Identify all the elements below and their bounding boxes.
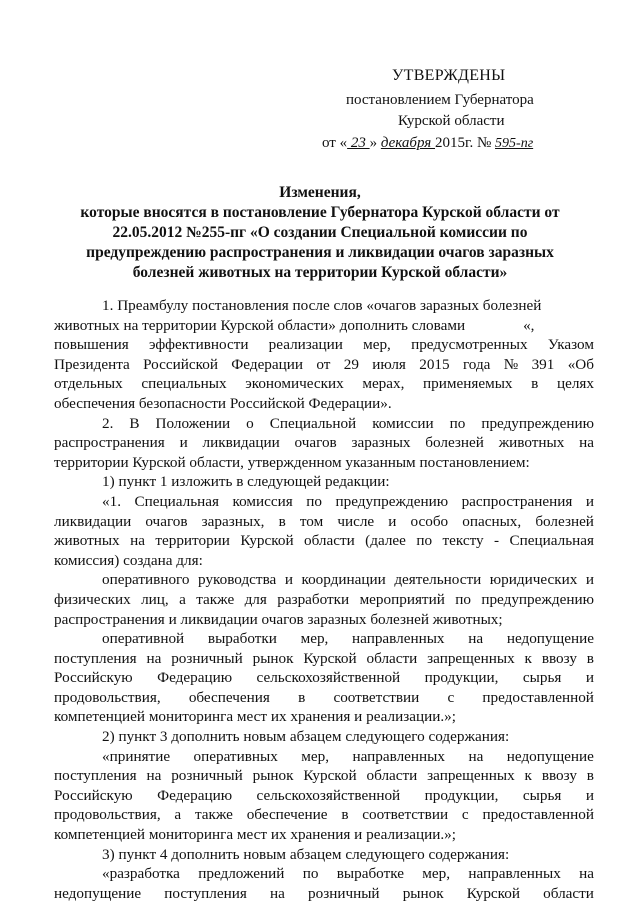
justified-line [54, 766, 594, 786]
justified-line [54, 688, 594, 708]
word: комиссии [372, 414, 434, 432]
word: повышения [54, 336, 129, 354]
word: области [366, 767, 418, 785]
word: сырья [522, 786, 562, 804]
word: рынок [402, 884, 444, 902]
word: разработки [277, 590, 350, 608]
approval-date-number [322, 133, 533, 154]
word: 29 [343, 355, 359, 373]
word: территории [155, 532, 230, 550]
word: предусмотренных [411, 336, 528, 354]
word: мер, [300, 630, 329, 648]
word: Российской [143, 355, 218, 373]
text-line: компетенцией мониторинга мест их хранения и реализации.»; [54, 708, 456, 726]
word: поступления [54, 767, 137, 785]
word: Указом [547, 336, 594, 354]
text-line: 3) пункт 4 дополнить новым абзацем следующего содержания: [102, 845, 510, 863]
word: сельскохозяйственной [256, 669, 401, 687]
word: также [194, 806, 233, 824]
word: Курской [240, 532, 294, 550]
word: направленных [352, 747, 445, 765]
word: а [179, 590, 186, 608]
word: мер, [301, 747, 330, 765]
approval-title: УТВЕРЖДЕНЫ [392, 67, 506, 84]
document-title [40, 183, 600, 283]
word: Федерацию [157, 669, 233, 687]
title-line: 22.05.2012 №255-пг «О создании Специальной комиссии по [112, 224, 528, 241]
word: числе [337, 512, 375, 530]
word: том [299, 512, 324, 530]
word: запрещенных [427, 767, 515, 785]
word: юридических [489, 571, 578, 589]
word: Федерацию [157, 786, 233, 804]
justified-line [54, 649, 594, 669]
word: а [174, 806, 182, 824]
word: координации [301, 571, 386, 589]
word: мерах, [362, 375, 405, 393]
word: Специальная [134, 492, 219, 510]
word: по [302, 865, 319, 883]
word: в [298, 688, 306, 706]
word: предупреждению [481, 414, 594, 432]
word: на [579, 434, 594, 452]
word: рынок [252, 767, 294, 785]
document-body [54, 296, 594, 903]
word: области [543, 884, 594, 902]
word: деятельности [394, 571, 482, 589]
word: недопущение [54, 884, 142, 902]
word: в [586, 649, 594, 667]
word: «разработка [102, 865, 180, 883]
word: «Об [567, 355, 594, 373]
word: распространения [461, 492, 573, 510]
text-line: комиссия) создана для: [54, 551, 203, 569]
word: очагов [294, 434, 337, 452]
word: предупреждению [335, 492, 449, 510]
word: (далее [365, 532, 406, 550]
justified-line [54, 433, 594, 453]
word: направленных [468, 865, 561, 883]
word: ликвидации [54, 512, 132, 530]
word: продовольствия, [54, 688, 161, 706]
word: В [129, 414, 140, 432]
word: ввозу [541, 767, 577, 785]
word: обеспечения [188, 688, 270, 706]
word: Курской [466, 884, 520, 902]
word: года [462, 355, 491, 373]
approval-authority: постановлением Губернатора [346, 92, 534, 108]
justified-line [54, 512, 594, 532]
word: запрещенных [427, 649, 515, 667]
word: и [284, 571, 293, 589]
word: продовольствия, [54, 806, 161, 824]
justified-line [54, 629, 594, 649]
word: также [196, 590, 235, 608]
word: заразных [351, 434, 411, 452]
word: недопущение [506, 630, 594, 648]
word: к [524, 649, 532, 667]
date-separator: » [369, 135, 381, 151]
word: предоставленной [482, 688, 594, 706]
word: на [468, 630, 484, 648]
word: соответствии [362, 806, 449, 824]
word: розничный [171, 649, 243, 667]
word: области [366, 649, 418, 667]
word: на [130, 532, 145, 550]
word: оперативной [102, 630, 185, 648]
word: опасных, [462, 512, 522, 530]
word: по [306, 492, 322, 510]
date-year: 2015г. № [435, 135, 496, 151]
word: в [531, 375, 539, 393]
word: выработки [207, 630, 277, 648]
word: выработке [336, 865, 404, 883]
word: болезней [425, 434, 484, 452]
word: с [447, 688, 455, 706]
word: и [585, 571, 594, 589]
word: и [388, 512, 397, 530]
justified-line [54, 492, 594, 512]
word: «1. [102, 492, 121, 510]
title-line: которые вносятся в постановление Губернатора Курской области от [80, 204, 560, 221]
title-line: предупреждению распространения и ликвидации очагов заразных [86, 244, 554, 261]
word: на [270, 884, 285, 902]
word: в [586, 767, 594, 785]
word: по [416, 532, 433, 550]
word: рынок [252, 649, 294, 667]
word: физических [54, 590, 131, 608]
text-line [54, 316, 594, 336]
word: оперативного [102, 571, 190, 589]
word: оперативных [193, 747, 278, 765]
word: розничный [308, 884, 380, 902]
word: Российскую [54, 669, 133, 687]
word: мер, [363, 336, 391, 354]
word: применяемых [423, 375, 513, 393]
justified-line [54, 668, 594, 688]
justified-line [54, 805, 594, 825]
word: экономических [245, 375, 344, 393]
justified-line [54, 374, 594, 394]
word: предложений [198, 865, 285, 883]
word: Российскую [54, 786, 133, 804]
word: к [524, 767, 532, 785]
word: розничный [171, 767, 243, 785]
word: в [341, 806, 349, 824]
word: комиссия [232, 492, 293, 510]
justified-line [54, 747, 594, 767]
word: ликвидации [202, 434, 280, 452]
text-line: 2) пункт 3 дополнить новым абзацем следующего содержания: [102, 728, 510, 746]
justified-line [54, 570, 594, 590]
word: предоставленной [482, 806, 594, 824]
justified-line [54, 786, 594, 806]
word: на [146, 649, 162, 667]
word: Специальная [509, 532, 594, 550]
word: тексту [442, 532, 484, 550]
word: области [303, 532, 355, 550]
word: и [585, 669, 594, 687]
word: 2. [102, 414, 114, 432]
word: руководства [198, 571, 277, 589]
word: животных [498, 434, 565, 452]
title-line: болезней животных на территории Курской области» [132, 264, 508, 281]
word: продукции, [424, 669, 499, 687]
word: № [503, 355, 519, 373]
word: на [468, 747, 484, 765]
justified-line [54, 414, 594, 434]
word: для [244, 590, 267, 608]
word: и [179, 434, 188, 452]
word: Специальной [269, 414, 357, 432]
approval-region: Курской области [398, 113, 505, 129]
document-number: 595-пг [495, 136, 534, 151]
word: Президента [54, 355, 130, 373]
word: и [585, 786, 594, 804]
date-prefix: от « [322, 135, 348, 151]
word: специальных [141, 375, 227, 393]
word: Курской [303, 767, 357, 785]
word: очагов [145, 512, 188, 530]
word: животных [54, 532, 120, 550]
justified-line [54, 335, 594, 355]
word: на [146, 767, 162, 785]
justified-line [54, 531, 594, 551]
word: отдельных [54, 375, 123, 393]
word: Федерации [231, 355, 304, 373]
word: заразных, [201, 512, 265, 530]
text-line: компетенцией мониторинга мест их хранения и реализации.»; [54, 826, 456, 844]
justified-line [54, 864, 594, 884]
date-day: 23 [347, 135, 370, 151]
word: мер, [422, 865, 451, 883]
text-fragment: животных на территории Курской области» дополнить словами [54, 316, 466, 334]
justified-line [54, 355, 594, 375]
word: болезней [535, 512, 594, 530]
word: - [494, 532, 500, 550]
word: о [246, 414, 254, 432]
word: от [316, 355, 331, 373]
word: поступления [164, 884, 247, 902]
word: по [449, 414, 466, 432]
word: «принятие [102, 747, 171, 765]
text-line: 1. Преамбулу постановления после слов «очагов заразных болезней [102, 297, 542, 314]
word: направленных [352, 630, 445, 648]
word: реализации [268, 336, 343, 354]
text-line: 1) пункт 1 изложить в следующей редакции: [102, 473, 390, 491]
text-line: обеспечения безопасности Российской Федерации». [54, 394, 392, 412]
word: соответствии [333, 688, 420, 706]
word: и [585, 492, 594, 510]
word: с [461, 806, 469, 824]
date-month: декабря [380, 135, 435, 151]
word: особо [410, 512, 449, 530]
text-line: территории Курской области, утвержденном указанным постановлением: [54, 453, 530, 471]
word: Курской [303, 649, 357, 667]
word: на [579, 865, 594, 883]
word: продукции, [424, 786, 499, 804]
text-fragment: «, [523, 316, 535, 334]
word: Положении [155, 414, 231, 432]
word: июля [372, 355, 406, 373]
title-line: Изменения, [279, 184, 361, 201]
word: 391 [531, 355, 555, 373]
word: целях [556, 375, 594, 393]
word: ввозу [541, 649, 577, 667]
text-line: распространения и ликвидации очагов заразных болезней животных; [54, 610, 503, 628]
word: поступления [54, 649, 137, 667]
word: по [455, 590, 471, 608]
word: недопущение [506, 747, 594, 765]
word: в [278, 512, 286, 530]
word: эффективности [148, 336, 249, 354]
word: мероприятий [359, 590, 445, 608]
word: лиц, [141, 590, 169, 608]
justified-line [54, 590, 594, 610]
word: обеспечение [246, 806, 328, 824]
justified-line [54, 884, 594, 904]
word: распространения [54, 434, 165, 452]
word: сельскохозяйственной [256, 786, 401, 804]
word: 2015 [419, 355, 450, 373]
word: предупреждению [481, 590, 594, 608]
word: сырья [522, 669, 562, 687]
